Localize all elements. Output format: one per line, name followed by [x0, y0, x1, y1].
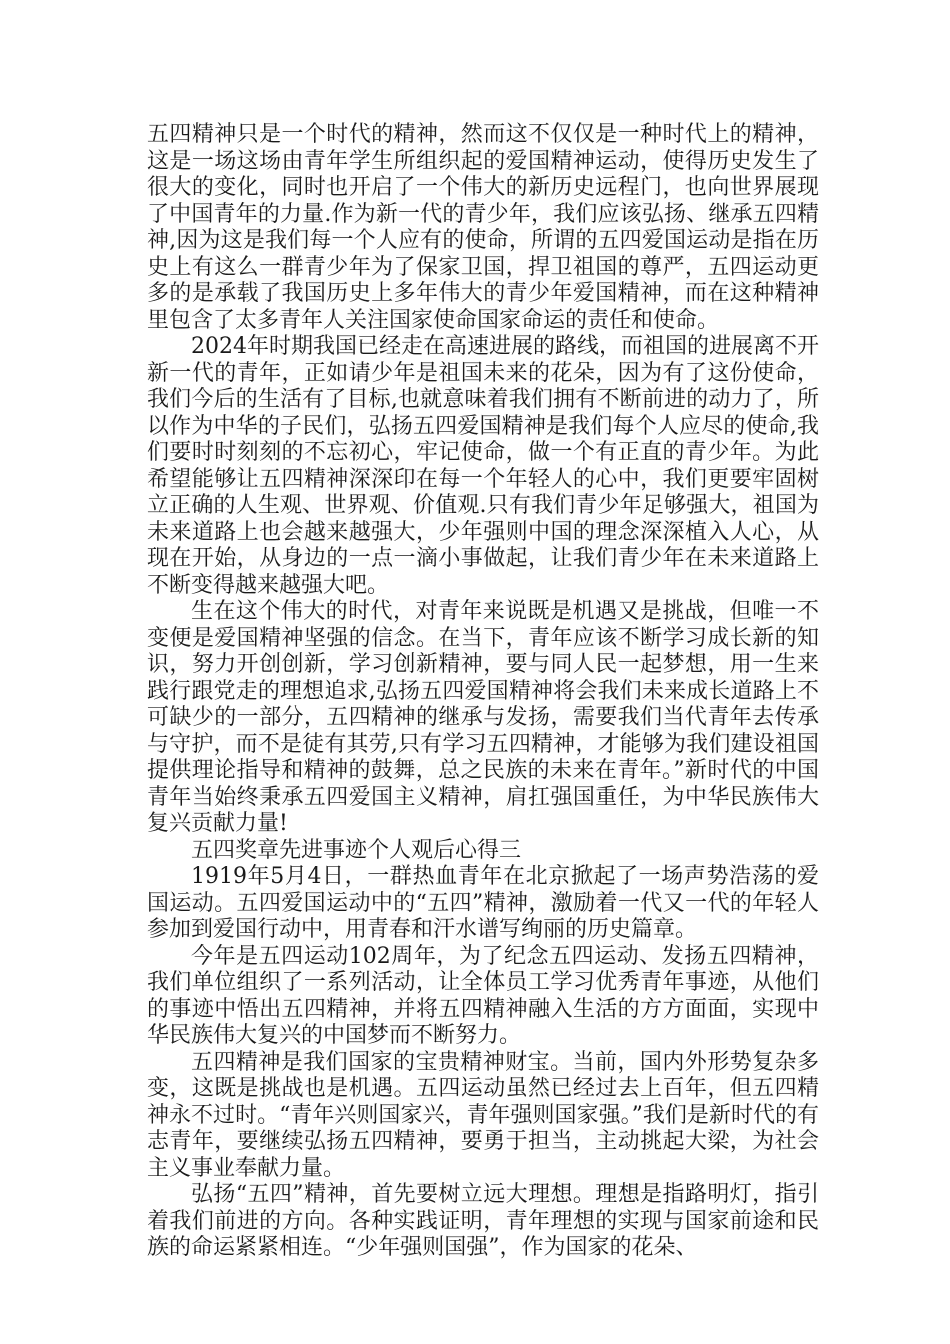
section-heading: 五四奖章先进事迹个人观后心得三 [191, 837, 522, 863]
paragraph-6: 五四精神是我们国家的宝贵精神财宝。当前，国内外形势复杂多变，这既是挑战也是机遇。五四运动虽然已经过去上百年，但五四精神永不过时。“青年兴则国家兴，青年强则国家强。”我们是新时代的有志青年，要继续弘扬五四精神，要勇于担当，主动挑起大梁，为社会主义事业奉献力量。 [147, 1049, 819, 1181]
paragraph-2: 2024年时期我国已经走在高速进展的路线，而祖国的进展离不开新一代的青年，正如请少年是祖国未来的花朵，因为有了这份使命，我们今后的生活有了目标,也就意味着我们拥有不断前进的动力了，所以作为中华的子民们，弘扬五四爱国精神是我们每个人应尽的使命,我们要时时刻刻的不忘初心，牢记使命，做一个有正直的青少年。为此希望能够让五四精神深深印在每一个年轻人的心中，我们更要牢固树立正确的人生观、世界观、价值观.只有我们青少年足够强大，祖国为未来道路上也会越来越强大，少年强则中国的理念深深植入人心，从现在开始，从身边的一点一滴小事做起，让我们青少年在未来道路上不断变得越来越强大吧。 [147, 334, 819, 598]
document-body [147, 122, 819, 1262]
paragraph-4: 1919年5月4日，一群热血青年在北京掀起了一场声势浩荡的爱国运动。五四爱国运动中的“五四”精神，激励着一代又一代的年轻人参加到爱国行动中，用青春和汗水谱写绚丽的历史篇章。 [147, 864, 819, 942]
paragraph-1: 五四精神只是一个时代的精神，然而这不仅仅是一种时代上的精神，这是一场这场由青年学生所组织起的爱国精神运动，使得历史发生了很大的变化，同时也开启了一个伟大的新历史远程门，也向世界展现了中国青年的力量.作为新一代的青少年，我们应该弘扬、继承五四精神,因为这是我们每一个人应有的使命，所谓的五四爱国运动是指在历史上有这么一群青少年为了保家卫国，捍卫祖国的尊严，五四运动更多的是承载了我国历史上多年伟大的青少年爱国精神，而在这种精神里包含了太多青年人关注国家使命国家命运的责任和使命。 [147, 122, 819, 333]
paragraph-7: 弘扬“五四”精神，首先要树立远大理想。理想是指路明灯，指引着我们前进的方向。各种实践证明，青年理想的实现与国家前途和民族的命运紧紧相连。“少年强则国强”，作为国家的花朵、 [147, 1182, 819, 1260]
paragraph-3: 生在这个伟大的时代，对青年来说既是机遇又是挑战，但唯一不变便是爱国精神坚强的信念。在当下，青年应该不断学习成长新的知识，努力开创创新，学习创新精神，要与同人民一起梦想，用一生来践行跟党走的理想追求,弘扬五四爱国精神将会我们未来成长道路上不可缺少的一部分，五四精神的继承与发扬，需要我们当代青年去传承与守护，而不是徒有其劳,只有学习五四精神，才能够为我们建设祖国提供理论指导和精神的鼓舞，总之民族的未来在青年。”新时代的中国青年当始终秉承五四爱国主义精神，肩扛强国重任，为中华民族伟大复兴贡献力量! [147, 599, 819, 836]
paragraph-5: 今年是五四运动102周年，为了纪念五四运动、发扬五四精神，我们单位组织了一系列活动，让全体员工学习优秀青年事迹，从他们的事迹中悟出五四精神，并将五四精神融入生活的方方面面，实现中华民族伟大复兴的中国梦而不断努力。 [147, 943, 819, 1048]
